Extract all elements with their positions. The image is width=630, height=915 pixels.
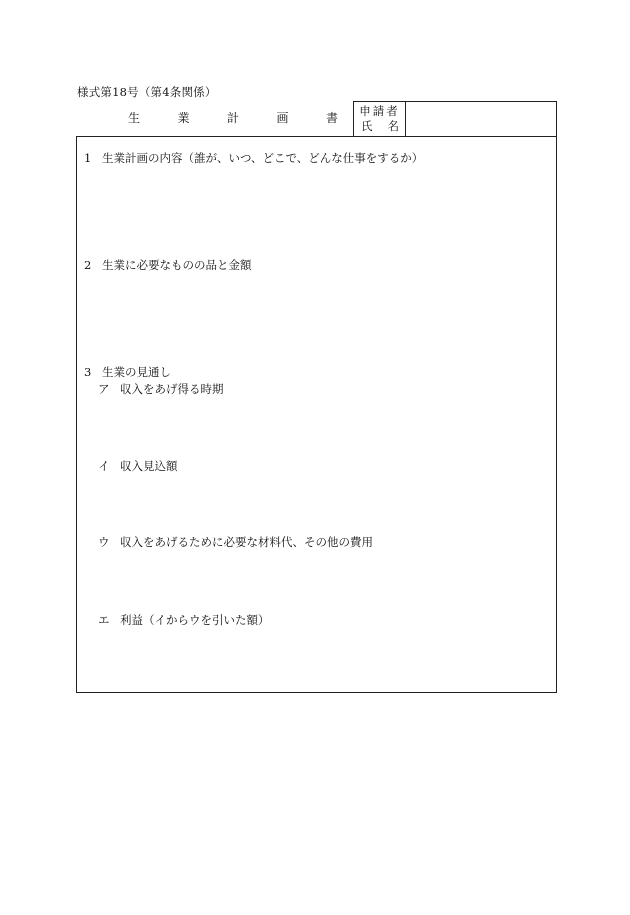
section-number: 2 [84,258,92,272]
applicant-name-field[interactable] [407,102,555,136]
applicant-label-char: 名 [387,119,399,133]
section-number: 1 [84,151,92,165]
subsection-a [98,382,224,396]
form-number: 様式第18号（第4条関係） [77,85,217,99]
applicant-label-line1: 申請者 [359,104,400,118]
section-label: 生業に必要なものの品と金額 [102,258,252,272]
title-char: 生 [128,111,141,125]
section-2 [84,258,252,272]
subsection-mark: ア [98,382,110,396]
header-row [76,101,557,137]
title-char: 計 [226,111,239,125]
applicant-label-char: 氏 [361,119,373,133]
section-number: 3 [84,365,92,379]
title-char: 画 [276,111,289,125]
subsection-u [98,535,373,549]
title-char: 業 [177,111,190,125]
applicant-label [354,102,406,136]
applicant-box [353,101,557,137]
subsection-label: 収入をあげるために必要な材料代、その他の費用 [120,535,373,549]
section-3 [84,365,171,379]
subsection-e [98,613,270,627]
document-title [128,111,338,125]
plan-content-box [76,136,557,693]
subsection-mark: イ [98,459,110,473]
subsection-label: 収入をあげ得る時期 [120,382,224,396]
section-label: 生業の見通し [102,365,171,379]
section-1 [84,151,423,165]
subsection-label: 利益（イからウを引いた額） [120,613,270,627]
subsection-mark: ウ [98,535,110,549]
subsection-i [98,459,178,473]
applicant-label-line2 [354,119,405,134]
section-label: 生業計画の内容（誰が、いつ、どこで、どんな仕事をするか） [102,151,424,165]
subsection-mark: エ [98,613,110,627]
subsection-label: 収入見込額 [120,459,178,473]
title-char: 書 [325,111,338,125]
